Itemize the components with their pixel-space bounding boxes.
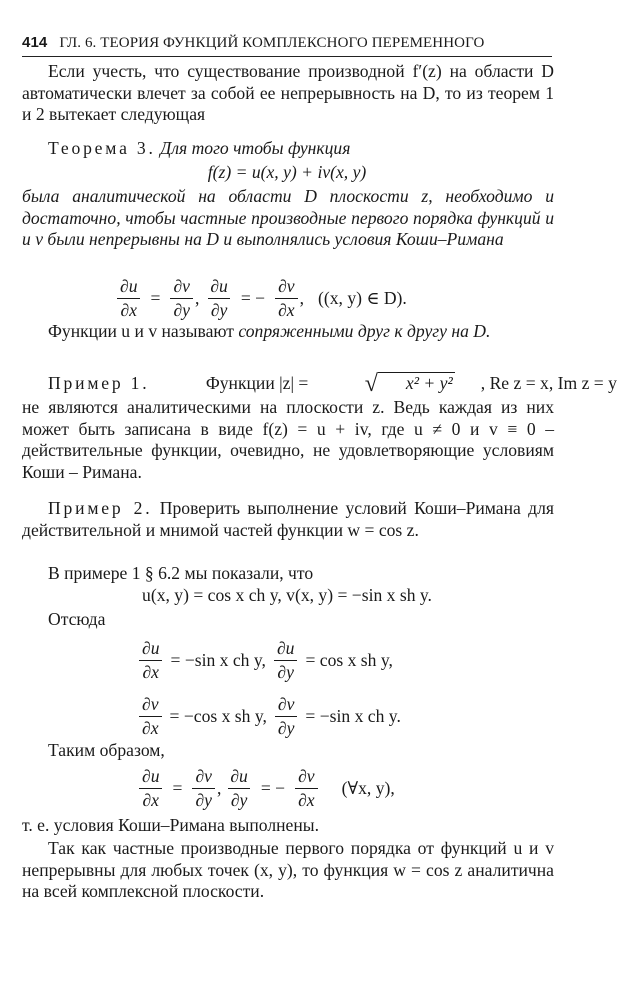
example-1-lead: Пример 1. Функции |z| = √ x² + y² , Re z = x, Im z = y xyxy=(22,372,554,395)
fraction-dv-dx: $\frac{\partial v}{\partial x}$ xyxy=(275,276,298,321)
theorem-lead: Для того чтобы функция xyxy=(160,138,351,158)
running-header xyxy=(22,34,550,52)
header-rule xyxy=(22,56,552,57)
running-title: ГЛ. 6. ТЕОРИЯ ФУНКЦИЙ КОМПЛЕКСНОГО ПЕРЕМЕННОГО xyxy=(59,35,485,51)
theorem-formula: f(z) = u(x, y) + iv(x, y) xyxy=(207,162,367,182)
example-1-label: Пример 1. xyxy=(48,373,150,393)
conclusion: т. е. условия Коши–Римана выполнены. xyxy=(22,815,319,835)
thus-word: Таким образом, xyxy=(48,740,165,760)
example-2-task: Пример 2. Проверить выполнение условий Коши–Римана для действительной и мнимой частей функции w = cos z. xyxy=(22,498,555,540)
example-2-reference: В примере 1 § 6.2 мы показали, что xyxy=(48,563,314,583)
fraction-du-dy: $\frac{\partial u}{\partial y}$ xyxy=(207,276,231,321)
example-1-text: не являются аналитическими на плоскости z. Ведь каждая из них может быть записана в виде f(z) = u + iv, где u ≠ 0 и v ≡ 0 – действительные функции, очевидно, не удовлетворяющие условиям Коши – Римана. xyxy=(22,397,554,482)
page-number: 414 xyxy=(22,34,48,51)
uv-definition: u(x, y) = cos x ch y, v(x, y) = −sin x sh y. xyxy=(142,585,432,605)
example-2-label: Пример 2. xyxy=(48,498,153,518)
final-paragraph: Так как частные производные первого порядка от функций u и v непрерывны для любых точек (x, y), то функция w = cos z аналитична на всей комплексной плоскости. xyxy=(22,838,554,901)
cr-domain: ((x, y) ∈ D). xyxy=(318,288,407,308)
intro-paragraph: Если учесть, что существование производной f′(z) на области D автоматически влечет за собой ее непрерывность на D, то из теорем 1 и 2 вытекает следующая xyxy=(22,61,554,124)
fraction-du-dx: $\frac{\partial u}{\partial x}$ xyxy=(117,276,141,321)
theorem-body: была аналитической на области D плоскости z, необходимо и достаточно, чтобы частные производные первого порядка функций u и v были непрерывны на D и выполнялись условия Коши–Римана xyxy=(22,186,554,249)
sqrt-expression: √ x² + y² xyxy=(364,370,453,397)
theorem-3-lead xyxy=(22,138,554,160)
theorem-label: Теорема 3. xyxy=(48,138,156,158)
hence-word: Отсюда xyxy=(48,609,106,629)
derivatives-row-1: $\frac{\partial u}{\partial x}$ = −sin x ch y, $\frac{\partial u}{\partial y}$ = cos x sh y, xyxy=(137,638,393,683)
cauchy-riemann-check: $\frac{\partial u}{\partial x}$ = $\frac{\partial v}{\partial y}$ , $\frac{\partial u}{\partial y}$ = − $\frac{\partial v}{\partial x}$ (∀x, y), xyxy=(137,766,395,811)
conjugate-definition: Функции u и v называют сопряженными друг к другу на D. xyxy=(48,321,491,341)
derivatives-row-2: $\frac{\partial v}{\partial x}$ = −cos x sh y, $\frac{\partial v}{\partial y}$ = −sin x ch y. xyxy=(137,694,401,739)
cauchy-riemann-equations: $\frac{\partial u}{\partial x}$ = $\frac{\partial v}{\partial y}$ , $\frac{\partial u}{\partial y}$ = − $\frac{\partial v}{\partial x}$ , ((x, y) ∈ D). xyxy=(115,276,407,321)
fraction-dv-dy: $\frac{\partial v}{\partial y}$ xyxy=(170,276,193,321)
